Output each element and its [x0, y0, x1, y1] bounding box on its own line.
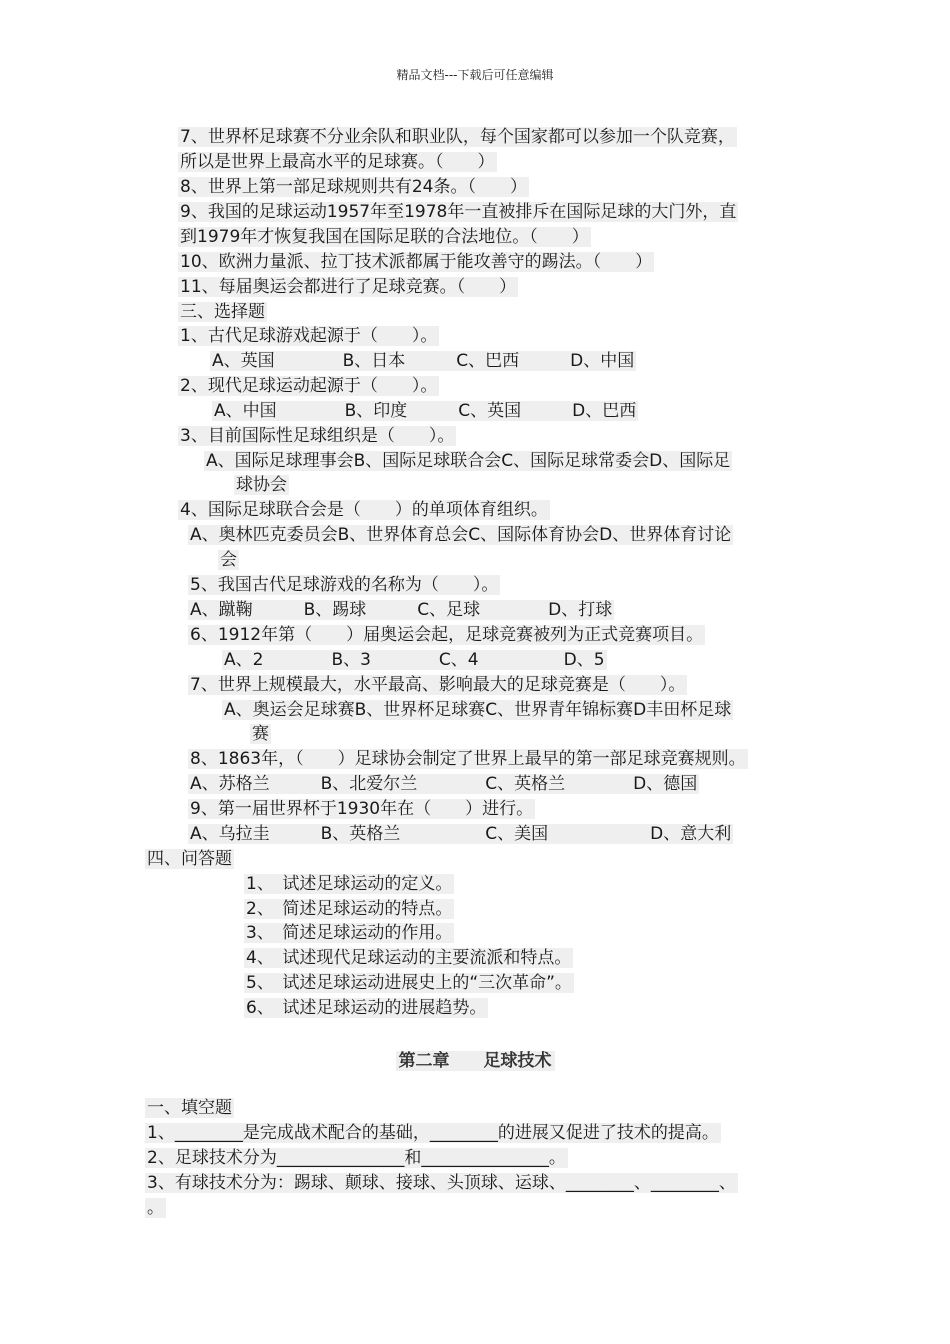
chapter-title: 第二章 足球技术 — [0, 1046, 950, 1071]
options: A、蹴鞠 B、踢球 C、足球 D、打球 — [190, 600, 613, 620]
question: 2、现代足球运动起源于（ ）。 — [180, 376, 438, 396]
page-header: 精品文档---下载后可任意编辑 — [396, 68, 554, 82]
question: 5、我国古代足球游戏的名称为（ ）。 — [190, 575, 499, 595]
options: A、2 B、3 C、4 D、5 — [224, 650, 605, 670]
text-line: 10、欧洲力量派、拉丁技术派都属于能攻善守的踢法。（ ） — [180, 252, 653, 272]
question: 4、国际足球联合会是（ ）的单项体育组织。 — [180, 500, 548, 520]
question: 6、1912年第（ ）届奥运会起，足球竞赛被列为正式竞赛项目。 — [190, 625, 704, 645]
question: 1、 试述足球运动的定义。 — [246, 874, 453, 894]
text-line: 到1979年才恢复我国在国际足联的合法地位。（ ） — [180, 227, 589, 247]
question: 2、足球技术分为_______________和_______________。 — [147, 1148, 566, 1168]
options: A、乌拉圭 B、英格兰 C、美国 D、意大利 — [190, 824, 732, 844]
question: 9、第一届世界杯于1930年在（ ）进行。 — [190, 799, 534, 819]
question: 2、 简述足球运动的特点。 — [246, 899, 453, 919]
question: 8、1863年，（ ）足球协会制定了世界上最早的第一部足球竞赛规则。 — [190, 749, 746, 769]
options: 赛 — [252, 724, 269, 744]
question: 3、 简述足球运动的作用。 — [246, 923, 453, 943]
question: 1、古代足球游戏起源于（ ）。 — [180, 326, 438, 346]
text-line: 7、世界杯足球赛不分业余队和职业队，每个国家都可以参加一个队竞赛， — [180, 127, 735, 147]
options: A、奥林匹克委员会B、世界体育总会C、国际体育协会D、世界体育讨论 — [190, 525, 732, 545]
question: 5、 试述足球运动进展史上的“三次革命”。 — [246, 973, 572, 993]
text-line: 8、世界上第一部足球规则共有24条。（ ） — [180, 177, 527, 197]
options: A、奥运会足球赛B、世界杯足球赛C、世界青年锦标赛D丰田杯足球 — [224, 700, 732, 720]
question: 。 — [147, 1198, 164, 1218]
section-heading: 一、填空题 — [147, 1098, 232, 1118]
question: 6、 试述足球运动的进展趋势。 — [246, 998, 487, 1018]
options: 球协会 — [236, 475, 287, 495]
options: A、苏格兰 B、北爱尔兰 C、英格兰 D、德国 — [190, 774, 698, 794]
question: 7、世界上规模最大，水平最高、影响最大的足球竞赛是（ ）。 — [190, 675, 686, 695]
text-line: 所以是世界上最高水平的足球赛。（ ） — [180, 152, 495, 172]
options: A、中国 B、印度 C、英国 D、巴西 — [214, 401, 637, 421]
question: 3、有球技术分为：踢球、颠球、接球、头顶球、运球、________、________、 — [147, 1173, 736, 1193]
question: 3、目前国际性足球组织是（ ）。 — [180, 426, 455, 446]
options: A、英国 B、日本 C、巴西 D、中国 — [212, 351, 635, 371]
options: A、国际足球理事会B、国际足球联合会C、国际足球常委会D、国际足 — [206, 451, 731, 471]
options: 会 — [220, 550, 237, 570]
section-heading: 三、选择题 — [180, 302, 265, 322]
section-heading: 四、问答题 — [147, 849, 232, 869]
question: 1、________是完成战术配合的基础，________的进展又促进了技术的提高。 — [147, 1123, 719, 1143]
text-line: 9、我国的足球运动1957年至1978年一直被排斥在国际足球的大门外，直 — [180, 202, 737, 222]
question: 4、 试述现代足球运动的主要流派和特点。 — [246, 948, 572, 968]
text-line: 11、每届奥运会都进行了足球竞赛。（ ） — [180, 277, 517, 297]
